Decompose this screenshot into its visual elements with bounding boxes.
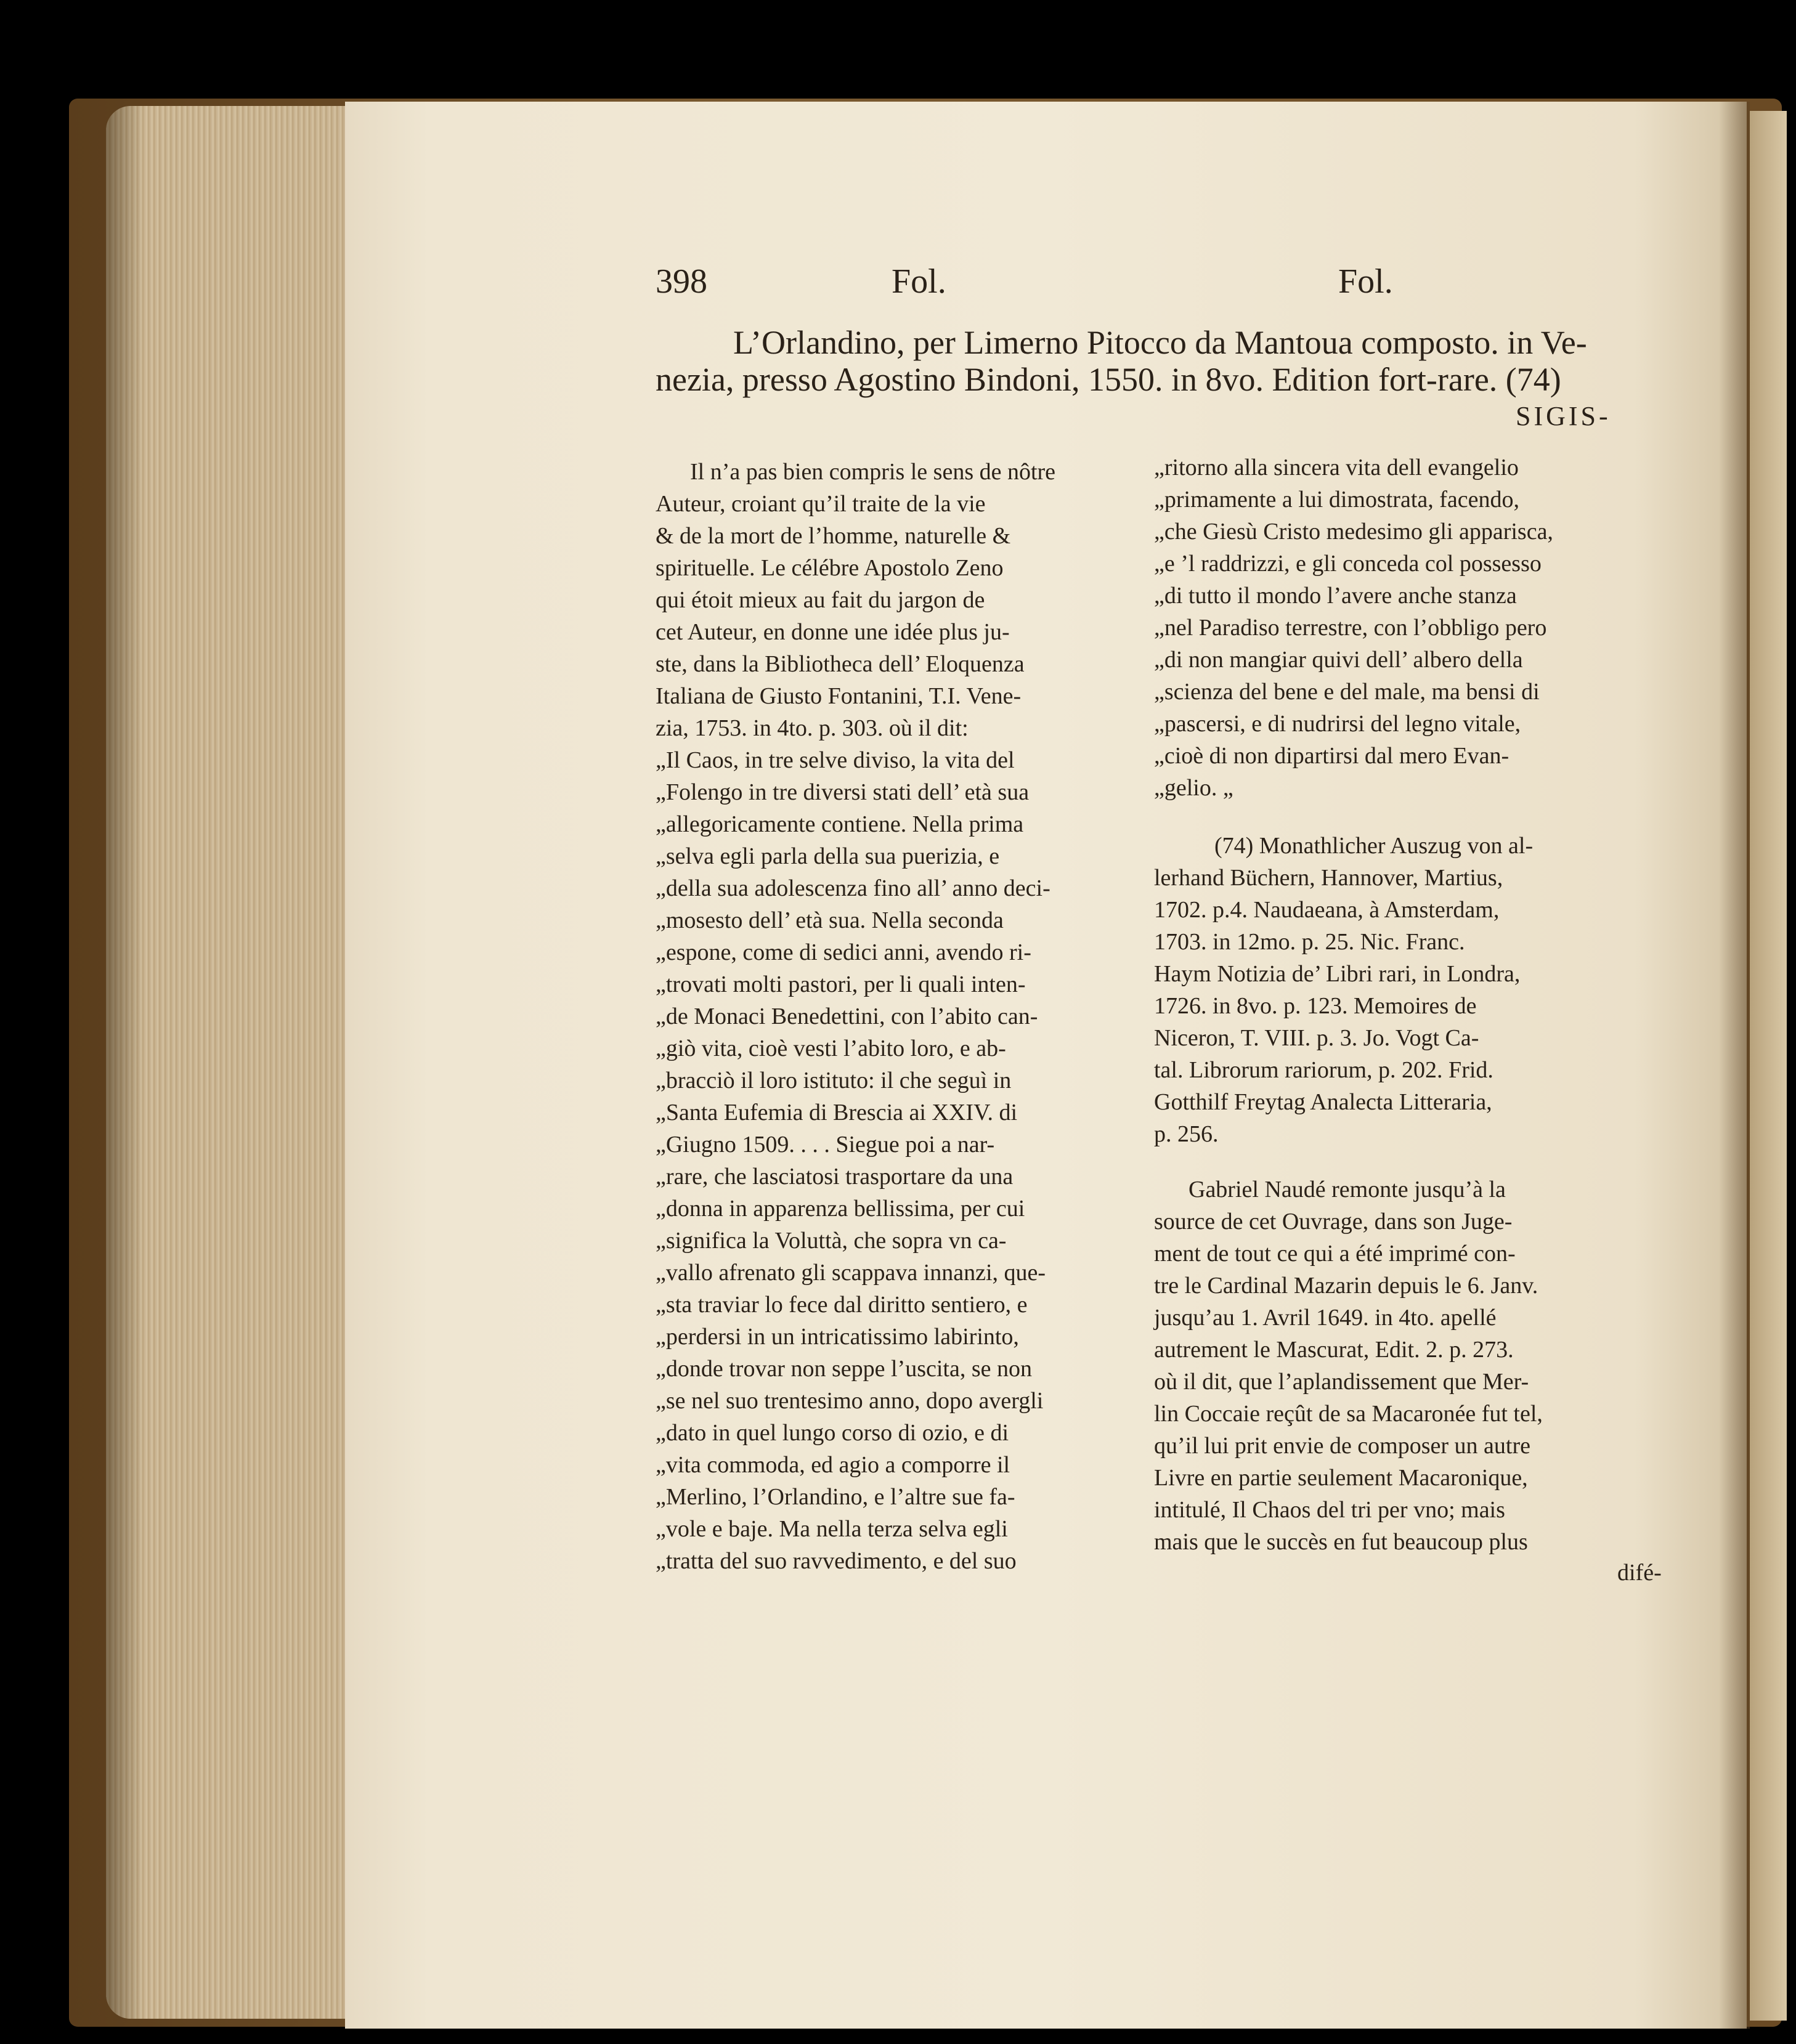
text-line: „rare, che lasciatosi trasportare da una [656, 1164, 1014, 1190]
text-line: „significa la Voluttà, che sopra vn ca- [656, 1228, 1007, 1254]
text-line: „pascersi, e di nudrirsi del legno vitale, [1154, 711, 1521, 737]
text-line: où il dit, que l’aplandissement que Mer- [1154, 1369, 1529, 1395]
text-line: „perdersi in un intricatissimo labirinto, [656, 1324, 1019, 1350]
footnote-74 [1154, 830, 1533, 1150]
page-edges-shadow [106, 106, 143, 2019]
entry-title-line-2: nezia, presso Agostino Bindoni, 1550. in 8vo. Edition fort-rare. (74) [656, 361, 1561, 398]
text-line: source de cet Ouvrage, dans son Juge- [1154, 1209, 1513, 1235]
text-line: „sta traviar lo fece dal diritto sentiero, e [656, 1292, 1028, 1318]
text-line: „primamente a lui dimostrata, facendo, [1154, 487, 1519, 513]
text-line: autrement le Mascurat, Edit. 2. p. 273. [1154, 1337, 1514, 1363]
text-line: „vallo afrenato gli scappava innanzi, que- [656, 1260, 1046, 1286]
page-number: 398 [656, 262, 707, 301]
text-line: mais que le succès en fut beaucoup plus [1154, 1529, 1528, 1555]
text-line: „giò vita, cioè vesti l’abito loro, e ab- [656, 1036, 1006, 1061]
right-column-quote [1154, 452, 1553, 804]
text-line: lerhand Büchern, Hannover, Martius, [1154, 865, 1503, 891]
text-line: spirituelle. Le célébre Apostolo Zeno [656, 555, 1004, 581]
text-line: „vita commoda, ed agio a comporre il [656, 1452, 1010, 1478]
text-line: Auteur, croiant qu’il traite de la vie [656, 491, 986, 517]
text-line: p. 256. [1154, 1121, 1219, 1147]
naude-paragraph [1154, 1174, 1543, 1558]
text-line: „gelio. „ [1154, 775, 1233, 801]
text-line: „se nel suo trentesimo anno, dopo avergli [656, 1388, 1044, 1414]
text-line: Gotthilf Freytag Analecta Litteraria, [1154, 1089, 1492, 1115]
text-line: „allegoricamente contiene. Nella prima [656, 811, 1024, 837]
page-gutter [1719, 102, 1750, 2029]
text-line: „bracciò il loro istituto: il che seguì in [656, 1068, 1012, 1093]
facing-page-edge [1750, 111, 1787, 2021]
text-line: lin Coccaie reçût de sa Macaronée fut tel, [1154, 1401, 1543, 1427]
text-line: Italiana de Giusto Fontanini, T.I. Vene- [656, 683, 1022, 709]
text-line: 1702. p.4. Naudaeana, à Amsterdam, [1154, 897, 1500, 923]
text-line: intitulé, Il Chaos del tri per vno; mais [1154, 1497, 1505, 1523]
text-line: (74) Monathlicher Auszug von al- [1214, 833, 1534, 859]
text-line: „Santa Eufemia di Brescia ai XXIV. di [656, 1100, 1018, 1125]
text-line: „dato in quel lungo corso di ozio, e di [656, 1420, 1009, 1446]
text-line: ste, dans la Bibliotheca dell’ Eloquenza [656, 651, 1025, 677]
text-line: „scienza del bene e del male, ma bensi di [1154, 679, 1540, 705]
text-line: cet Auteur, en donne une idée plus ju- [656, 619, 1010, 645]
catchword-bottom: difé- [1617, 1560, 1662, 1586]
text-line: 1703. in 12mo. p. 25. Nic. Franc. [1154, 929, 1465, 955]
text-line: „mosesto dell’ età sua. Nella seconda [656, 907, 1004, 933]
text-line: „Giugno 1509. . . . Siegue poi a nar- [656, 1132, 995, 1158]
text-line: „trovati molti pastori, per li quali inten- [656, 971, 1026, 997]
text-line: 1726. in 8vo. p. 123. Memoires de [1154, 993, 1477, 1019]
entry-title-line-1: L’Orlandino, per Limerno Pitocco da Mantoua composto. in Ve- [733, 324, 1587, 361]
text-line: & de la mort de l’homme, naturelle & [656, 523, 1011, 549]
text-line: „della sua adolescenza fino all’ anno deci- [656, 875, 1050, 901]
text-line: Haym Notizia de’ Libri rari, in Londra, [1154, 961, 1521, 987]
running-head-left: Fol. [892, 262, 946, 301]
text-line: „vole e baje. Ma nella terza selva egli [656, 1516, 1008, 1542]
left-column [656, 456, 1055, 1577]
text-line: Niceron, T. VIII. p. 3. Jo. Vogt Ca- [1154, 1025, 1479, 1051]
text-line: „di non mangiar quivi dell’ albero della [1154, 647, 1523, 673]
text-line: „cioè di non dipartirsi dal mero Evan- [1154, 743, 1510, 769]
text-line: jusqu’au 1. Avril 1649. in 4to. apellé [1154, 1305, 1497, 1331]
text-line: Gabriel Naudé remonte jusqu’à la [1189, 1177, 1506, 1202]
text-line: „Il Caos, in tre selve diviso, la vita del [656, 747, 1015, 773]
text-line: „de Monaci Benedettini, con l’abito can- [656, 1004, 1038, 1029]
text-line: „tratta del suo ravvedimento, e del suo [656, 1548, 1017, 1574]
text-line: „e ’l raddrizzi, e gli conceda col possesso [1154, 551, 1542, 577]
text-line: „donde trovar non seppe l’uscita, se non [656, 1356, 1032, 1382]
text-line: tal. Librorum rariorum, p. 202. Frid. [1154, 1057, 1493, 1083]
text-line: qui étoit mieux au fait du jargon de [656, 587, 985, 613]
text-line: „donna in apparenza bellissima, per cui [656, 1196, 1025, 1222]
text-line: „che Giesù Cristo medesimo gli apparisca, [1154, 519, 1553, 545]
text-line: zia, 1753. in 4to. p. 303. où il dit: [656, 715, 969, 741]
text-line: „ritorno alla sincera vita dell evangelio [1154, 455, 1519, 481]
catchword-top: SIGIS- [1516, 401, 1611, 431]
running-head-right: Fol. [1338, 262, 1393, 301]
text-line: „Merlino, l’Orlandino, e l’altre sue fa- [656, 1484, 1015, 1510]
text-line: Livre en partie seulement Macaronique, [1154, 1465, 1528, 1491]
text-line: „di tutto il mondo l’avere anche stanza [1154, 583, 1517, 609]
text-line: Il n’a pas bien compris le sens de nôtre [690, 459, 1056, 485]
text-line: tre le Cardinal Mazarin depuis le 6. Janv. [1154, 1273, 1538, 1299]
text-line: „selva egli parla della sua puerizia, e [656, 843, 1000, 869]
text-line: „espone, come di sedici anni, avendo ri- [656, 939, 1031, 965]
text-line: ment de tout ce qui a été imprimé con- [1154, 1241, 1516, 1267]
text-line: „Folengo in tre diversi stati dell’ età sua [656, 779, 1030, 805]
text-line: „nel Paradiso terrestre, con l’obbligo pero [1154, 615, 1547, 641]
text-line: qu’il lui prit envie de composer un autre [1154, 1433, 1530, 1459]
